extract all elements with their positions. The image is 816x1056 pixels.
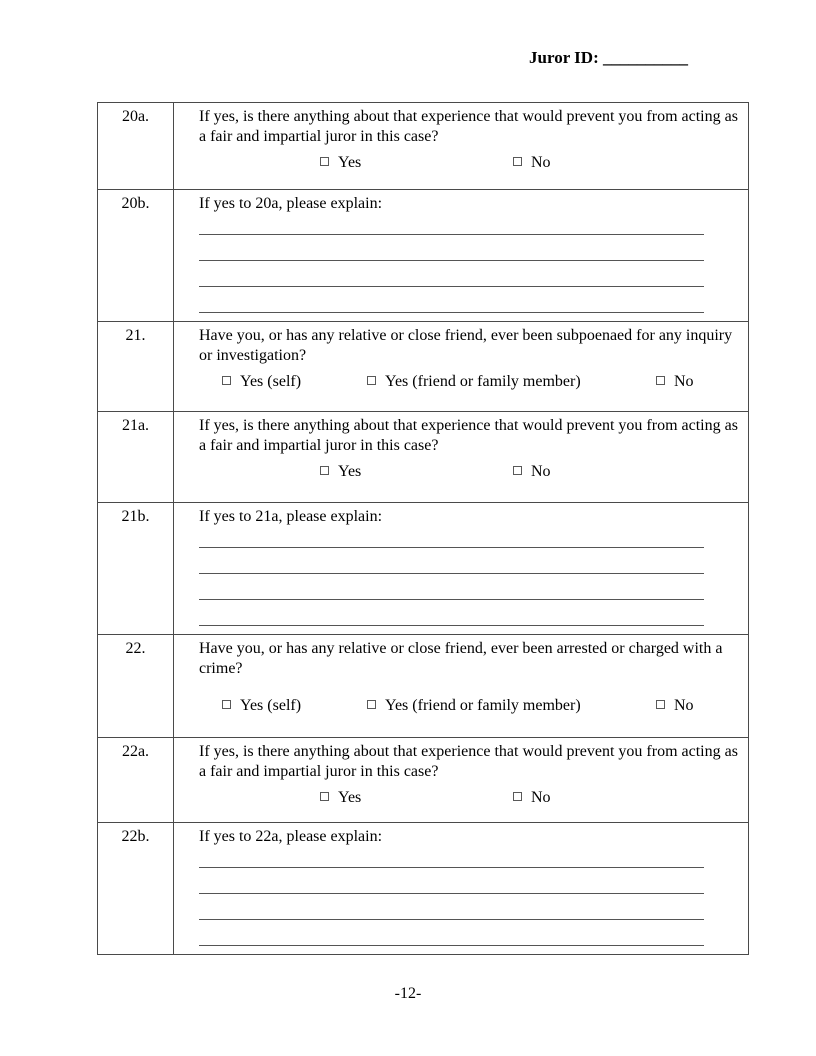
option-label: No: [531, 789, 551, 806]
answer-line[interactable]: [199, 847, 704, 868]
checkbox-icon[interactable]: [320, 157, 329, 166]
row-22: [98, 635, 748, 738]
option-label: Yes (self): [240, 373, 302, 390]
option-yes-self[interactable]: [222, 372, 301, 392]
questionnaire-table: [97, 102, 749, 955]
option-yes[interactable]: [320, 462, 361, 482]
option-label: No: [531, 154, 551, 171]
answer-line[interactable]: [199, 235, 704, 261]
question-cell: [174, 635, 748, 737]
answer-line[interactable]: [199, 600, 704, 626]
options-row: [199, 788, 738, 808]
question-number: 21b.: [98, 503, 174, 634]
option-no[interactable]: [513, 462, 551, 482]
checkbox-icon[interactable]: [513, 466, 522, 475]
row-20a: [98, 103, 748, 190]
explain-label: If yes to 21a, please explain:: [199, 508, 383, 525]
checkbox-icon[interactable]: [513, 792, 522, 801]
question-text: Have you, or has any relative or close friend, ever been arrested or charged with a crime?: [199, 640, 723, 677]
option-label: No: [674, 697, 694, 714]
option-no[interactable]: [513, 153, 551, 173]
option-no[interactable]: [513, 788, 551, 808]
question-text: If yes, is there anything about that experience that would prevent you from acting as a fair and impartial juror in this case?: [199, 743, 738, 780]
answer-line[interactable]: [199, 894, 704, 920]
option-label: Yes (friend or family member): [385, 697, 581, 714]
row-21a: [98, 412, 748, 503]
answer-line[interactable]: [199, 868, 704, 894]
option-yes[interactable]: [320, 153, 361, 173]
checkbox-icon[interactable]: [222, 376, 231, 385]
option-label: Yes (friend or family member): [385, 373, 581, 390]
answer-line[interactable]: [199, 287, 704, 313]
row-21: [98, 322, 748, 412]
row-22b: [98, 823, 748, 954]
question-number: 20b.: [98, 190, 174, 321]
checkbox-icon[interactable]: [656, 700, 665, 709]
option-label: No: [674, 373, 694, 390]
option-label: Yes: [338, 789, 362, 806]
option-label: Yes: [338, 463, 362, 480]
checkbox-icon[interactable]: [656, 376, 665, 385]
question-text: Have you, or has any relative or close friend, ever been subpoenaed for any inquiry or investigation?: [199, 327, 733, 364]
checkbox-icon[interactable]: [367, 376, 376, 385]
answer-line[interactable]: [199, 261, 704, 287]
answer-line[interactable]: [199, 574, 704, 600]
question-cell: [174, 412, 748, 502]
option-label: Yes: [338, 154, 362, 171]
option-label: No: [531, 463, 551, 480]
question-text: If yes, is there anything about that experience that would prevent you from acting as a fair and impartial juror in this case?: [199, 417, 738, 454]
row-22a: [98, 738, 748, 823]
row-21b: [98, 503, 748, 635]
explain-cell: [174, 190, 748, 321]
explain-label: If yes to 20a, please explain:: [199, 195, 383, 212]
answer-line[interactable]: [199, 548, 704, 574]
explain-cell: [174, 823, 748, 954]
checkbox-icon[interactable]: [320, 792, 329, 801]
option-no[interactable]: [656, 696, 694, 716]
question-number: 22b.: [98, 823, 174, 954]
answer-line[interactable]: [199, 527, 704, 548]
explain-cell: [174, 503, 748, 634]
page-number: -12-: [394, 985, 422, 1002]
juror-id-blank-field[interactable]: __________: [603, 48, 688, 67]
juror-id-label: Juror ID:: [529, 48, 599, 67]
options-row: [199, 153, 738, 173]
question-number: 22a.: [98, 738, 174, 822]
answer-line[interactable]: [199, 920, 704, 946]
option-yes-self[interactable]: [222, 696, 301, 716]
explain-label: If yes to 22a, please explain:: [199, 828, 383, 845]
question-number: 21a.: [98, 412, 174, 502]
option-yes-friend-family[interactable]: [367, 372, 581, 392]
checkbox-icon[interactable]: [320, 466, 329, 475]
question-number: 20a.: [98, 103, 174, 189]
checkbox-icon[interactable]: [367, 700, 376, 709]
option-no[interactable]: [656, 372, 694, 392]
checkbox-icon[interactable]: [222, 700, 231, 709]
question-text: If yes, is there anything about that experience that would prevent you from acting as a fair and impartial juror in this case?: [199, 108, 738, 145]
question-cell: [174, 322, 748, 411]
checkbox-icon[interactable]: [513, 157, 522, 166]
question-cell: [174, 103, 748, 189]
option-yes[interactable]: [320, 788, 361, 808]
question-number: 21.: [98, 322, 174, 411]
options-row: [199, 462, 738, 482]
question-cell: [174, 738, 748, 822]
options-row: [199, 696, 738, 716]
options-row: [199, 372, 738, 392]
juror-id-header: [529, 48, 688, 68]
question-number: 22.: [98, 635, 174, 737]
answer-line[interactable]: [199, 214, 704, 235]
option-label: Yes (self): [240, 697, 302, 714]
row-20b: [98, 190, 748, 322]
option-yes-friend-family[interactable]: [367, 696, 581, 716]
